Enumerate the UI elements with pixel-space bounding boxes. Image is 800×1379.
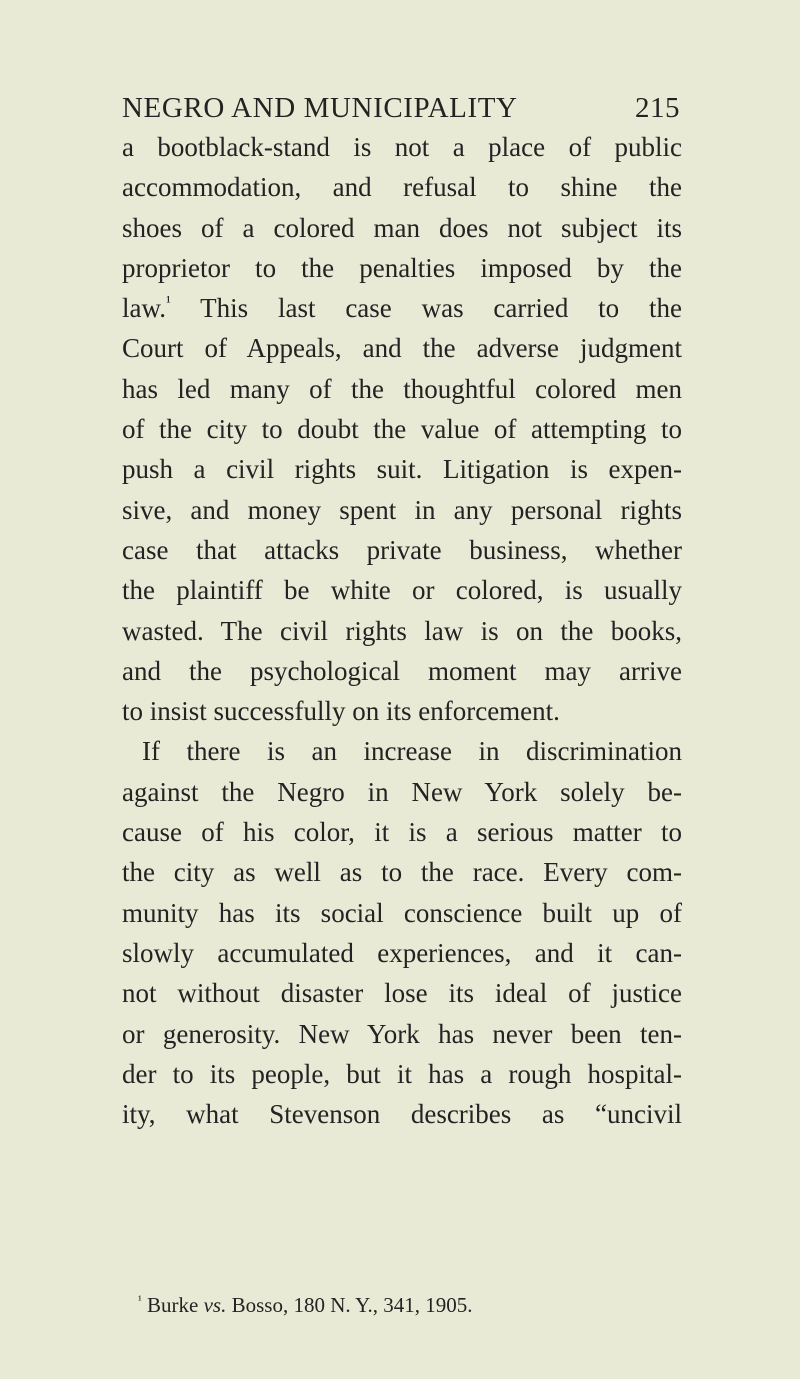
text-line [122, 288, 682, 328]
text-line: cause of his color, it is a serious matter to [122, 817, 682, 848]
text-line: accommodation, and refusal to shine the [122, 172, 682, 203]
page-number: 215 [635, 92, 680, 124]
text-line: wasted. The civil rights law is on the books, [122, 615, 682, 646]
body-text [122, 127, 682, 1134]
text-line: shoes of a colored man does not subject its [122, 212, 682, 243]
footnote-marker: ¹ [165, 293, 171, 312]
text-line: of the city to doubt the value of attempting to [122, 414, 682, 445]
footnote [138, 1293, 473, 1318]
text-line: sive, and money spent in any personal rights [122, 494, 682, 525]
text-line: munity has its social conscience built up of [122, 897, 682, 928]
text-line: ity, what Stevenson describes as “uncivil [122, 1099, 682, 1130]
text-line: not without disaster lose its ideal of justice [122, 978, 682, 1009]
running-title: NEGRO AND MUNICIPALITY [122, 92, 518, 124]
text-line: the city as well as to the race. Every com- [122, 857, 682, 888]
text-line: the plaintiff be white or colored, is usually [122, 575, 682, 606]
text-line: proprietor to the penalties imposed by the [122, 252, 682, 283]
footnote-citation: Bosso, 180 N. Y., 341, 1905. [231, 1293, 473, 1317]
text-line: to insist successfully on its enforcement. [122, 696, 560, 727]
text-line: If there is an increase in discrimination [142, 736, 682, 767]
text-line: Court of Appeals, and the adverse judgment [122, 333, 682, 364]
text-fragment: This last case was carried to the [170, 293, 682, 324]
text-line: against the Negro in New York solely be- [122, 776, 682, 807]
text-line: case that attacks private business, whether [122, 534, 682, 565]
footnote-case-name: Burke [147, 1293, 199, 1317]
text-fragment: law. [122, 293, 166, 324]
footnote-marker: ¹ [138, 1293, 142, 1307]
text-line: has led many of the thoughtful colored men [122, 373, 682, 404]
text-line: a bootblack-stand is not a place of public [122, 132, 682, 162]
text-line: and the psychological moment may arrive [122, 655, 682, 686]
footnote-versus: vs. [203, 1293, 227, 1317]
text-line: der to its people, but it has a rough hospital- [122, 1058, 682, 1089]
text-line: or generosity. New York has never been ten- [122, 1018, 682, 1049]
text-line: push a civil rights suit. Litigation is expen- [122, 454, 682, 485]
text-line: slowly accumulated experiences, and it can- [122, 937, 682, 968]
